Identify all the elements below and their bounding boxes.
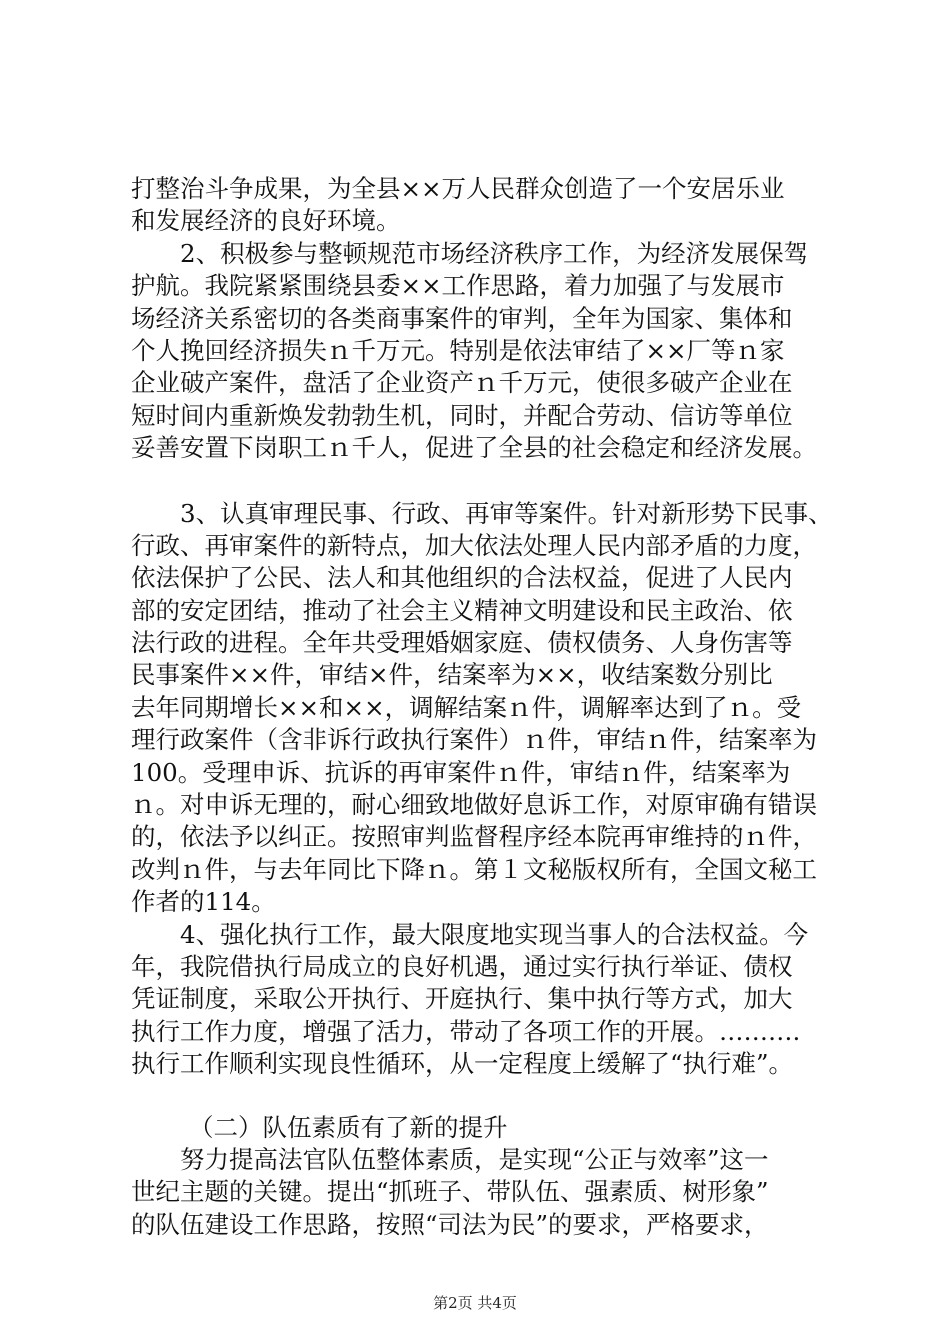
heading-text: （二）队伍素质有了新的提升: [189, 1112, 508, 1142]
text-line: 年，我院借执行局成立的良好机遇，通过实行执行举证、债权: [131, 951, 793, 981]
text-line: 世纪主题的关键。提出“抓班子、带队伍、强素质、树形象”: [131, 1177, 769, 1207]
text-line: 法行政的进程。全年共受理婚姻家庭、债权债务、人身伤害等: [131, 628, 793, 658]
paragraph: [131, 238, 829, 465]
text-line: 3、认真审理民事、行政、再审等案件。针对新形势下民事、: [180, 498, 833, 528]
text-line: 100。受理申诉、抗诉的再审案件ｎ件，审结ｎ件，结案率为: [131, 757, 791, 787]
text-line: 打整治斗争成果，为全县××万人民群众创造了一个安居乐业: [131, 174, 785, 203]
text-line: 改判ｎ件，与去年同比下降ｎ。第１文秘版权所有，全国文秘工: [131, 854, 817, 884]
paragraph: [131, 498, 833, 919]
text-line: 民事案件××件，审结×件，结案率为××，收结案数分别比: [131, 660, 773, 690]
text-line: 的队伍建设工作思路，按照“司法为民”的要求，严格要求，: [131, 1209, 769, 1239]
paragraph: [131, 1144, 829, 1241]
text-line: 妥善安置下岗职工ｎ千人，促进了全县的社会稳定和经济发展。: [131, 433, 817, 463]
text-line: 4、强化执行工作，最大限度地实现当事人的合法权益。今: [180, 919, 809, 949]
text-line: 努力提高法官队伍整体素质，是实现“公正与效率”这一: [180, 1144, 769, 1174]
text-line: 企业破产案件，盘活了企业资产ｎ千万元，使很多破产企业在: [131, 368, 793, 398]
section-heading: [131, 1112, 829, 1144]
text-line: 2、积极参与整顿规范市场经济秩序工作，为经济发展保驾: [180, 238, 809, 268]
text-line: 和发展经济的良好环境。: [131, 206, 401, 236]
text-line: 的，依法予以纠正。按照审判监督程序经本院再审维持的ｎ件，: [131, 822, 817, 852]
text-line: 护航。我院紧紧围绕县委××工作思路，着力加强了与发展市: [131, 271, 785, 301]
text-line: 场经济关系密切的各类商事案件的审判，全年为国家、集体和: [131, 303, 793, 333]
text-line: 理行政案件（含非诉行政执行案件）ｎ件，审结ｎ件，结案率为: [131, 725, 817, 755]
text-line: 短时间内重新焕发勃勃生机，同时，并配合劳动、信访等单位: [131, 400, 793, 430]
page-number-footer: 第2页 共4页: [433, 1294, 517, 1312]
text-line: 作者的114。: [131, 887, 276, 917]
paragraph: [131, 919, 829, 1081]
paragraph: [131, 173, 829, 238]
text-line: 依法保护了公民、法人和其他组织的合法权益，促进了人民内: [131, 563, 793, 593]
text-line: 部的安定团结，推动了社会主义精神文明建设和民主政治、依: [131, 595, 793, 625]
text-line: 行政、再审案件的新特点，加大依法处理人民内部矛盾的力度，: [131, 530, 817, 560]
text-line: 执行工作顺利实现良性循环，从一定程度上缓解了“执行难”。: [131, 1049, 794, 1079]
text-line: 个人挽回经济损失ｎ千万元。特别是依法审结了××厂等ｎ家: [131, 335, 785, 365]
text-line: 去年同期增长××和××，调解结案ｎ件，调解率达到了ｎ。受: [131, 692, 802, 722]
text-line: 执行工作力度，增强了活力，带动了各项工作的开展。……….: [131, 1016, 801, 1046]
text-line: ｎ。对申诉无理的，耐心细致地做好息诉工作，对原审确有错误: [131, 790, 817, 820]
text-line: 凭证制度，采取公开执行、开庭执行、集中执行等方式，加大: [131, 984, 793, 1014]
document-body: [131, 173, 833, 1241]
